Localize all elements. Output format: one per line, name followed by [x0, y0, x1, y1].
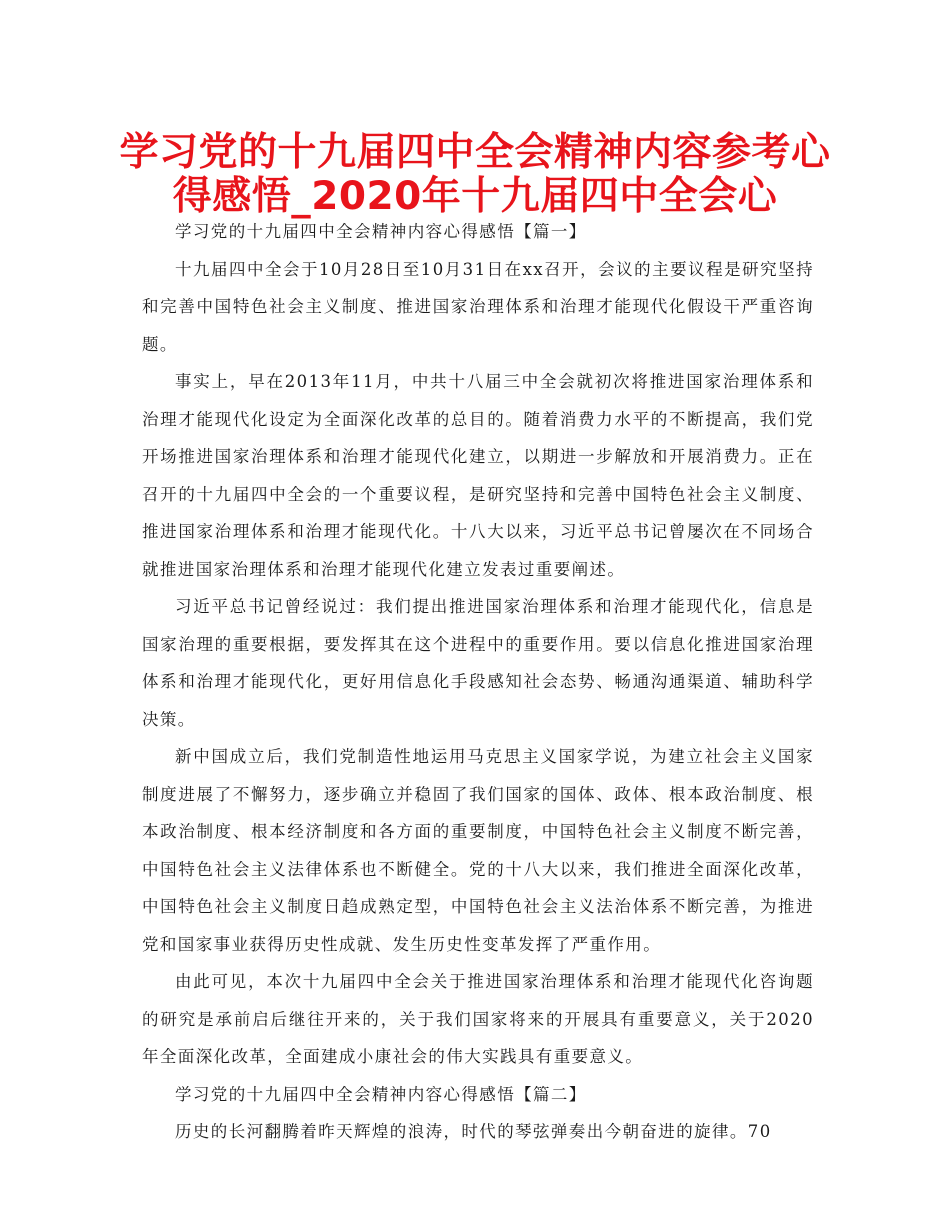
section-heading-part-1: 学习党的十九届四中全会精神内容心得感悟【篇一】: [175, 222, 587, 241]
document-title-line-1: 学习党的十九届四中全会精神内容参考心: [119, 130, 831, 175]
document-body: [142, 213, 814, 1151]
paragraph: 由此可见，本次十九届四中全会关于推进国家治理体系和治理才能现代化咨询题的研究是承前启后继往开来的，关于我们国家将来的开展具有重要意义，关于2020年全面深化改革，全面建成小康社会的伟大实践具有重要意义。: [142, 972, 814, 1066]
document-title-line-2: 得感悟_2020年十九届四中全会心: [172, 174, 778, 219]
paragraph: 历史的长河翻腾着昨天辉煌的浪涛，时代的琴弦弹奏出今朝奋进的旋律。70: [175, 1122, 772, 1141]
section-heading-part-2: 学习党的十九届四中全会精神内容心得感悟【篇二】: [175, 1084, 587, 1104]
paragraph: 新中国成立后，我们党制造性地运用马克思主义国家学说，为建立社会主义国家制度进展了不懈努力，逐步确立并稳固了我们国家的国体、政体、根本政治制度、根本政治制度、根本经济制度和各方面的重要制度，中国特色社会主义制度不断完善，中国特色社会主义法律体系也不断健全。党的十八大以来，我们推进全面深化改革，中国特色社会主义制度日趋成熟定型，中国特色社会主义法治体系不断完善，为推进党和国家事业获得历史性成就、发生历史性变革发挥了严重作用。: [142, 747, 814, 954]
paragraph: 事实上，早在2013年11月，中共十八届三中全会就初次将推进国家治理体系和治理才能现代化设定为全面深化改革的总目的。随着消费力水平的不断提高，我们党开场推进国家治理体系和治理才能现代化建立，以期进一步解放和开展消费力。正在召开的十九届四中全会的一个重要议程，是研究坚持和完善中国特色社会主义制度、推进国家治理体系和治理才能现代化。十八大以来，习近平总书记曾屡次在不同场合就推进国家治理体系和治理才能现代化建立发表过重要阐述。: [142, 372, 814, 579]
paragraph: 十九届四中全会于10月28日至10月31日在xx召开，会议的主要议程是研究坚持和完善中国特色社会主义制度、推进国家治理体系和治理才能现代化假设干严重咨询题。: [142, 259, 814, 354]
paragraph: 习近平总书记曾经说过：我们提出推进国家治理体系和治理才能现代化，信息是国家治理的重要根据，要发挥其在这个进程中的重要作用。要以信息化推进国家治理体系和治理才能现代化，更好用信息化手段感知社会态势、畅通沟通渠道、辅助科学决策。: [142, 597, 814, 729]
